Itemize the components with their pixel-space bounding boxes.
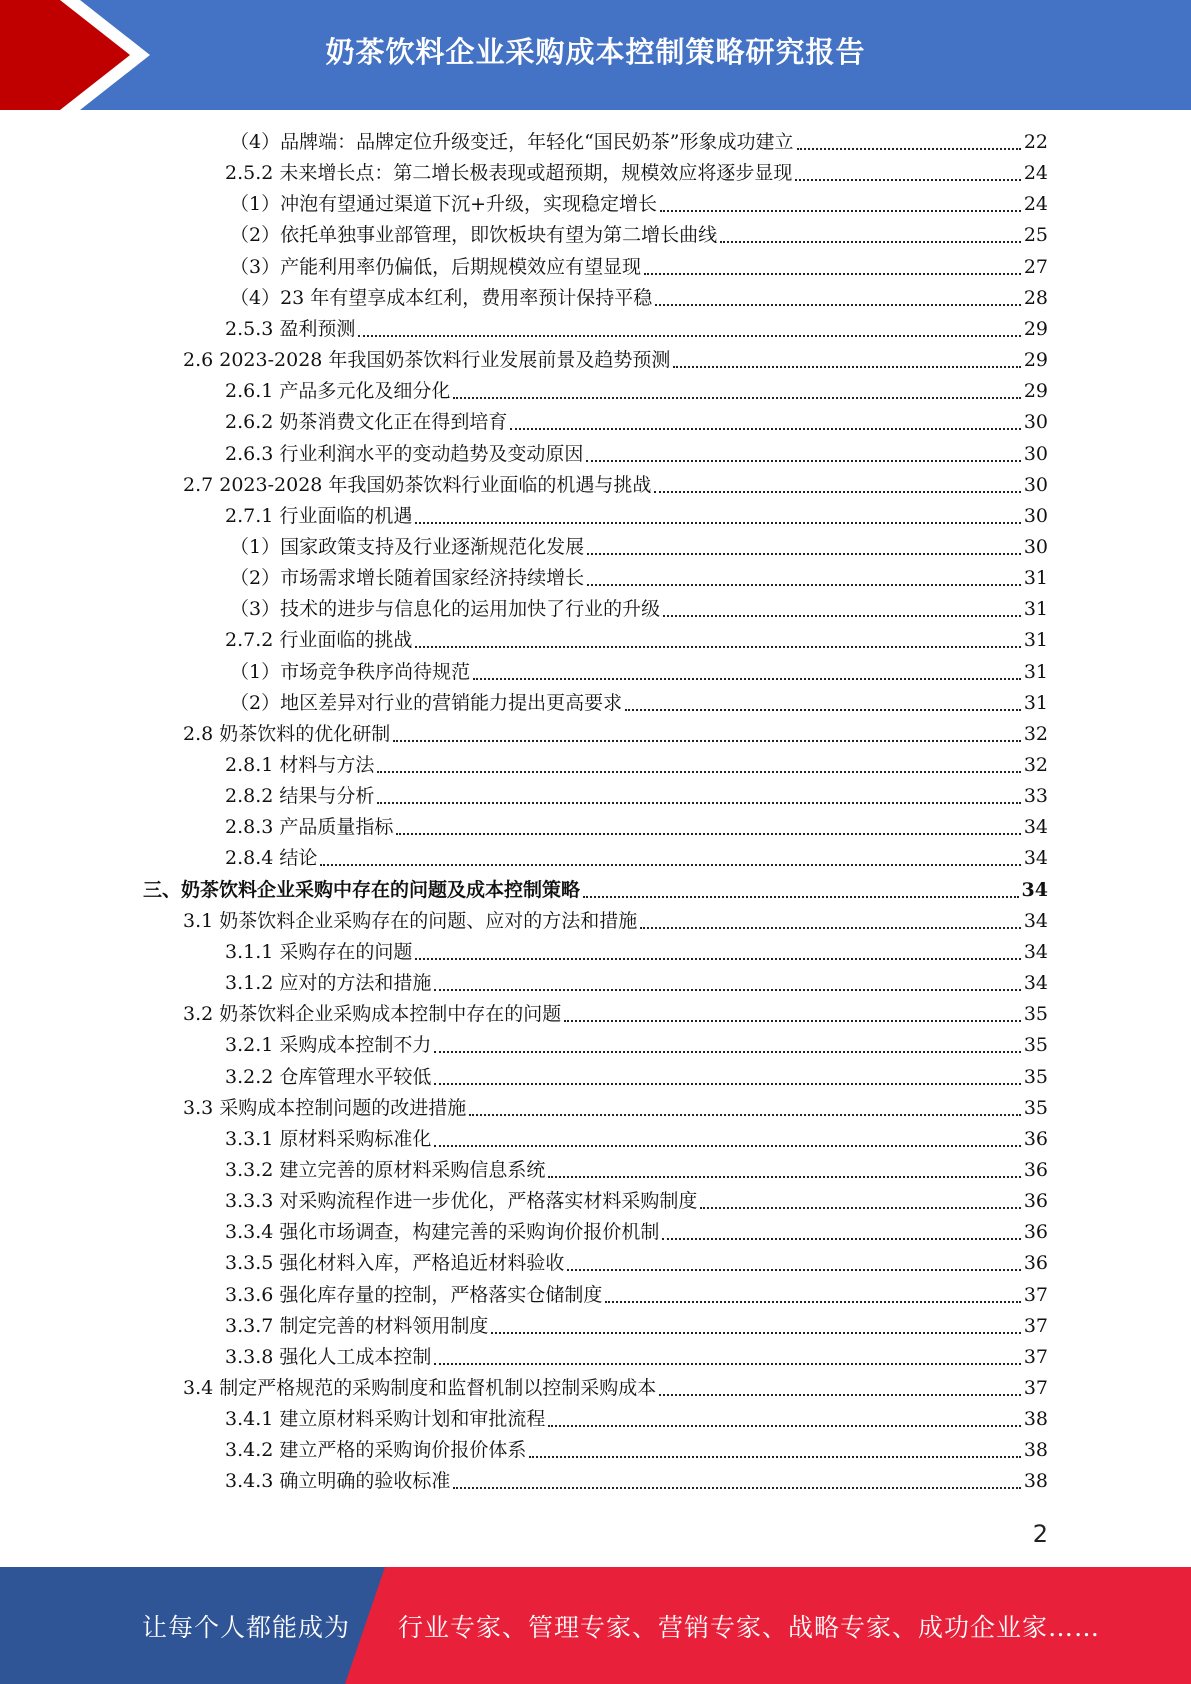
toc-entry[interactable] — [225, 750, 1048, 780]
toc-entry-title: 2.6.2 奶茶消费文化正在得到培育 — [225, 411, 508, 434]
toc-entry-title: 2.6.3 行业利润水平的变动趋势及变动原因 — [225, 442, 584, 465]
toc-entry-title: 3.3 采购成本控制问题的改进措施 — [183, 1096, 467, 1119]
toc-entry-page: 37 — [1023, 1314, 1048, 1337]
toc-entry[interactable] — [230, 283, 1048, 313]
toc-entry-page: 30 — [1023, 473, 1048, 496]
toc-dot-leader — [655, 304, 1021, 306]
toc-entry-page: 27 — [1023, 255, 1048, 278]
toc-entry[interactable] — [225, 1435, 1048, 1465]
toc-entry-page: 35 — [1023, 1034, 1048, 1057]
toc-entry-title: 3.3.8 强化人工成本控制 — [225, 1345, 432, 1368]
toc-entry[interactable] — [230, 688, 1048, 718]
toc-entry[interactable] — [225, 1155, 1048, 1185]
header-banner — [0, 0, 1191, 110]
toc-entry[interactable] — [143, 875, 1048, 905]
toc-entry-title: 3.3.1 原材料采购标准化 — [225, 1127, 432, 1150]
toc-entry[interactable] — [230, 220, 1048, 250]
toc-entry-page: 38 — [1023, 1470, 1048, 1493]
toc-entry[interactable] — [225, 1124, 1048, 1154]
toc-entry-page: 29 — [1023, 380, 1048, 403]
toc-entry-page: 24 — [1023, 162, 1048, 185]
toc-dot-leader — [415, 958, 1020, 960]
toc-entry-page: 28 — [1023, 286, 1048, 309]
toc-entry-page: 36 — [1023, 1221, 1048, 1244]
toc-entry-page: 37 — [1023, 1377, 1048, 1399]
toc-entry[interactable] — [225, 439, 1048, 469]
toc-entry-title: 2.8.1 材料与方法 — [225, 754, 375, 776]
toc-entry[interactable] — [225, 781, 1048, 811]
toc-entry[interactable] — [230, 594, 1048, 624]
toc-entry-page: 36 — [1023, 1190, 1048, 1213]
toc-dot-leader — [453, 1487, 1020, 1489]
toc-dot-leader — [469, 1114, 1021, 1116]
toc-entry-title: 3.3.7 制定完善的材料领用制度 — [225, 1314, 489, 1337]
toc-dot-leader — [548, 1176, 1020, 1178]
toc-dot-leader — [644, 273, 1021, 275]
toc-dot-leader — [567, 1269, 1020, 1271]
footer-banner — [0, 1567, 1191, 1684]
toc-dot-leader — [396, 833, 1020, 835]
toc-entry[interactable] — [225, 1062, 1048, 1092]
toc-dot-leader — [473, 678, 1021, 680]
toc-dot-leader — [491, 1332, 1020, 1334]
toc-entry-page: 29 — [1023, 317, 1048, 340]
toc-entry-title: 2.5.3 盈利预测 — [225, 317, 356, 340]
toc-entry-title: 三、奶茶饮料企业采购中存在的问题及成本控制策略 — [143, 878, 581, 901]
toc-entry-title: 3.3.3 对采购流程作进一步优化，严格落实材料采购制度 — [225, 1190, 698, 1213]
toc-entry[interactable] — [225, 968, 1048, 998]
toc-entry[interactable] — [225, 314, 1048, 344]
toc-entry[interactable] — [183, 470, 1048, 500]
toc-entry[interactable] — [230, 189, 1048, 219]
toc-entry-title: 3.1.2 应对的方法和措施 — [225, 972, 432, 995]
toc-entry-page: 30 — [1023, 504, 1048, 527]
toc-dot-leader — [415, 646, 1020, 648]
toc-entry-title: 2.6 2023-2028 年我国奶茶饮料行业发展前景及趋势预测 — [183, 349, 671, 372]
toc-entry[interactable] — [230, 127, 1048, 157]
toc-entry-title: 2.8.3 产品质量指标 — [225, 816, 394, 839]
toc-entry[interactable] — [225, 843, 1048, 873]
toc-entry-page: 36 — [1023, 1252, 1048, 1275]
toc-dot-leader — [377, 802, 1020, 804]
toc-dot-leader — [605, 1301, 1020, 1303]
toc-dot-leader — [795, 179, 1020, 181]
toc-entry-page: 36 — [1023, 1158, 1048, 1181]
toc-entry[interactable] — [225, 1248, 1048, 1278]
toc-entry-page: 38 — [1023, 1439, 1048, 1462]
toc-entry-page: 34 — [1021, 878, 1048, 901]
toc-dot-leader — [660, 210, 1021, 212]
toc-entry-title: 3.2.2 仓库管理水平较低 — [225, 1065, 432, 1088]
toc-entry-page: 37 — [1023, 1345, 1048, 1368]
toc-entry[interactable] — [225, 812, 1048, 842]
toc-dot-leader — [548, 1425, 1020, 1427]
toc-entry[interactable] — [230, 563, 1048, 593]
toc-entry[interactable] — [225, 1030, 1048, 1060]
toc-entry[interactable] — [183, 345, 1048, 375]
toc-entry-title: 2.6.1 产品多元化及细分化 — [225, 380, 451, 403]
page-number: 2 — [1032, 1520, 1048, 1548]
toc-dot-leader — [434, 1083, 1020, 1085]
toc-entry-title: 2.7.1 行业面临的机遇 — [225, 504, 413, 527]
footer-slogan-left: 让每个人都能成为 — [142, 1612, 351, 1642]
toc-entry[interactable] — [183, 1093, 1048, 1123]
toc-entry[interactable] — [225, 376, 1048, 406]
toc-entry[interactable] — [225, 625, 1048, 655]
toc-dot-leader — [587, 553, 1021, 555]
toc-entry-page: 25 — [1023, 224, 1048, 247]
toc-entry-title: （1）国家政策支持及行业逐渐规范化发展 — [230, 535, 585, 558]
toc-entry[interactable] — [183, 1373, 1048, 1403]
toc-entry-page: 22 — [1023, 131, 1048, 153]
toc-entry-title: 3.3.4 强化市场调查，构建完善的采购询价报价机制 — [225, 1221, 660, 1244]
toc-entry[interactable] — [225, 407, 1048, 437]
toc-entry-title: （1）市场竞争秩序尚待规范 — [230, 660, 471, 683]
toc-entry-title: 2.8.4 结论 — [225, 847, 318, 870]
toc-entry-page: 35 — [1023, 1065, 1048, 1088]
chevron-decoration — [0, 0, 160, 110]
toc-dot-leader — [700, 1207, 1020, 1209]
toc-entry[interactable] — [225, 158, 1048, 188]
toc-dot-leader — [587, 584, 1021, 586]
toc-entry[interactable] — [225, 1280, 1048, 1310]
toc-entry-page: 32 — [1023, 722, 1048, 745]
toc-dot-leader — [586, 460, 1020, 462]
toc-dot-leader — [654, 491, 1020, 493]
toc-dot-leader — [583, 896, 1019, 898]
toc-dot-leader — [358, 335, 1020, 337]
toc-entry-page: 34 — [1023, 909, 1048, 932]
toc-dot-leader — [434, 1363, 1020, 1365]
toc-entry[interactable] — [230, 532, 1048, 562]
toc-entry-title: 3.4.2 建立严格的采购询价报价体系 — [225, 1439, 527, 1462]
toc-entry[interactable] — [225, 1217, 1048, 1247]
toc-dot-leader — [797, 148, 1021, 150]
toc-entry-page: 31 — [1023, 598, 1048, 621]
toc-entry-title: （2）市场需求增长随着国家经济持续增长 — [230, 567, 585, 590]
toc-entry[interactable] — [225, 1342, 1048, 1372]
toc-entry-page: 30 — [1023, 535, 1048, 558]
toc-entry-title: 2.5.2 未来增长点：第二增长极表现或超预期，规模效应将逐步显现 — [225, 162, 793, 185]
toc-dot-leader — [434, 1145, 1020, 1147]
toc-entry[interactable] — [183, 719, 1048, 749]
toc-entry-page: 31 — [1023, 691, 1048, 714]
toc-entry[interactable] — [230, 657, 1048, 687]
toc-entry-page: 37 — [1023, 1283, 1048, 1306]
toc-entry-page: 34 — [1023, 972, 1048, 995]
toc-entry-title: （4）23 年有望享成本红利，费用率预计保持平稳 — [230, 286, 653, 309]
toc-dot-leader — [434, 1051, 1020, 1053]
document-title: 奶茶饮料企业采购成本控制策略研究报告 — [325, 34, 866, 69]
toc-entry-title: 3.3.5 强化材料入库，严格追近材料验收 — [225, 1252, 565, 1275]
toc-entry-page: 34 — [1023, 940, 1048, 963]
toc-dot-leader — [564, 1020, 1021, 1022]
toc-dot-leader — [720, 241, 1021, 243]
toc-entry-title: （2）地区差异对行业的营销能力提出更高要求 — [230, 691, 623, 714]
toc-entry-title: 2.7.2 行业面临的挑战 — [225, 629, 413, 652]
toc-dot-leader — [663, 615, 1021, 617]
toc-entry[interactable] — [225, 1404, 1048, 1434]
toc-dot-leader — [377, 771, 1020, 773]
toc-entry-title: （3）产能利用率仍偏低，后期规模效应有望显现 — [230, 255, 642, 278]
toc-entry-page: 35 — [1023, 1003, 1048, 1026]
toc-entry-page: 32 — [1023, 754, 1048, 776]
toc-entry-page: 34 — [1023, 847, 1048, 870]
toc-dot-leader — [510, 428, 1020, 430]
toc-dot-leader — [453, 397, 1020, 399]
toc-dot-leader — [393, 740, 1021, 742]
toc-entry-title: （1）冲泡有望通过渠道下沉+升级，实现稳定增长 — [230, 193, 658, 216]
footer-slogan-right: 行业专家、管理专家、营销专家、战略专家、成功企业家…… — [398, 1612, 1101, 1642]
toc-entry-title: 3.4 制定严格规范的采购制度和监督机制以控制采购成本 — [183, 1377, 657, 1399]
toc-entry-page: 31 — [1023, 629, 1048, 652]
toc-entry[interactable] — [225, 1186, 1048, 1216]
toc-dot-leader — [673, 366, 1020, 368]
toc-entry-page: 34 — [1023, 816, 1048, 839]
toc-entry-title: 3.2 奶茶饮料企业采购成本控制中存在的问题 — [183, 1003, 562, 1026]
toc-dot-leader — [662, 1238, 1020, 1240]
toc-entry[interactable] — [225, 1311, 1048, 1341]
toc-entry-title: 3.2.1 采购成本控制不力 — [225, 1034, 432, 1057]
toc-entry-page: 30 — [1023, 442, 1048, 465]
toc-entry-page: 24 — [1023, 193, 1048, 216]
toc-entry-title: 3.3.2 建立完善的原材料采购信息系统 — [225, 1158, 546, 1181]
toc-entry-page: 35 — [1023, 1096, 1048, 1119]
toc-dot-leader — [320, 864, 1020, 866]
toc-dot-leader — [659, 1394, 1021, 1396]
toc-entry-page: 30 — [1023, 411, 1048, 434]
toc-entry[interactable] — [225, 937, 1048, 967]
toc-entry-title: 3.4.1 建立原材料采购计划和审批流程 — [225, 1408, 546, 1431]
toc-entry[interactable] — [225, 501, 1048, 531]
toc-entry-page: 31 — [1023, 660, 1048, 683]
toc-dot-leader — [625, 709, 1021, 711]
toc-entry[interactable] — [225, 1466, 1048, 1496]
toc-entry-page: 33 — [1023, 785, 1048, 808]
toc-dot-leader — [434, 989, 1020, 991]
toc-entry[interactable] — [183, 999, 1048, 1029]
toc-entry-title: （2）依托单独事业部管理，即饮板块有望为第二增长曲线 — [230, 224, 718, 247]
toc-entry-title: 2.8.2 结果与分析 — [225, 785, 375, 808]
toc-entry-title: 3.4.3 确立明确的验收标准 — [225, 1470, 451, 1493]
toc-entry-page: 38 — [1023, 1408, 1048, 1431]
toc-entry-title: （4）品牌端：品牌定位升级变迁，年轻化“国民奶茶”形象成功建立 — [230, 131, 794, 153]
toc-entry-title: 2.7 2023-2028 年我国奶茶饮料行业面临的机遇与挑战 — [183, 473, 652, 496]
toc-entry-title: （3）技术的进步与信息化的运用加快了行业的升级 — [230, 598, 661, 621]
toc-entry-page: 31 — [1023, 567, 1048, 590]
toc-entry[interactable] — [183, 906, 1048, 936]
toc-dot-leader — [529, 1456, 1020, 1458]
toc-entry-title: 2.8 奶茶饮料的优化研制 — [183, 722, 391, 745]
toc-entry-page: 36 — [1023, 1127, 1048, 1150]
toc-entry-title: 3.1.1 采购存在的问题 — [225, 940, 413, 963]
toc-entry-title: 3.3.6 强化库存量的控制，严格落实仓储制度 — [225, 1283, 603, 1306]
toc-entry-title: 3.1 奶茶饮料企业采购存在的问题、应对的方法和措施 — [183, 909, 638, 932]
toc-entry[interactable] — [230, 252, 1048, 282]
toc-entry-page: 29 — [1023, 349, 1048, 372]
toc-dot-leader — [415, 522, 1020, 524]
toc-dot-leader — [640, 927, 1021, 929]
